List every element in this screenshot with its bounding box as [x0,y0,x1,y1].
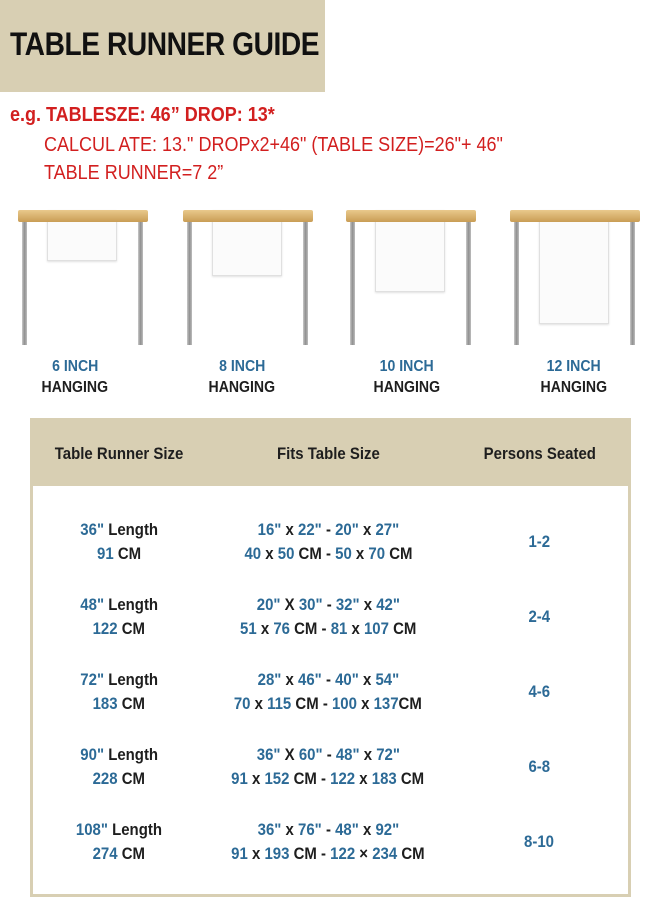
table-leg [466,221,471,345]
hanging-word: HANGING [208,379,276,396]
hanging-word: HANGING [41,379,109,396]
example-line-3: TABLE RUNNER=7 2” [44,162,224,184]
runner-size-cell: 90" Length 228 CM [80,745,158,788]
persons-seated-cell: 6-8 [528,757,551,776]
hanging-label-10 [342,356,472,398]
table-illustration-12 [510,204,640,354]
table-top [510,210,640,222]
runner-size-cell: 48" Length 122 CM [80,595,158,638]
table-top [183,210,313,222]
table-top [346,210,476,222]
table-illustration-6 [18,204,148,354]
hanging-inch: 10 INCH [379,358,434,375]
hanging-inch: 6 INCH [51,358,99,375]
header-runner-size: Table Runner Size [54,444,184,463]
header-fits-table: Fits Table Size [276,444,380,463]
table-leg [187,221,192,345]
fits-table-cell: 36" x 76" - 48" x 92" 91 x 193 CM - 122 × 234 CM [231,820,425,863]
table-leg [350,221,355,345]
table-row [30,743,631,803]
hanging-label-8 [177,356,307,398]
table-row [30,518,631,578]
table-top [18,210,148,222]
fits-table-cell: 28" x 46" - 40" x 54" 70 x 115 CM - 100 x 137CM [233,670,423,713]
persons-seated-cell: 1-2 [528,532,551,551]
size-table [30,418,631,897]
table-leg [630,221,635,345]
example-line-1: e.g. TABLESZE: 46” DROP: 13* [10,104,275,126]
hanging-inch: 8 INCH [218,358,266,375]
table-leg [303,221,308,345]
persons-seated-cell: 4-6 [528,682,551,701]
hanging-label-6 [10,356,140,398]
runner-cloth [375,210,445,292]
hanging-word: HANGING [373,379,441,396]
hanging-word: HANGING [540,379,608,396]
fits-table-cell: 20" X 30" - 32" x 42" 51 x 76 CM - 81 x 107 CM [239,595,417,638]
table-leg [22,221,27,345]
page-title: TABLE RUNNER GUIDE [10,26,320,62]
table-leg [514,221,519,345]
title-banner [0,0,325,92]
table-illustration-8 [183,204,313,354]
runner-size-cell: 108" Length 274 CM [75,820,163,863]
hanging-inch: 12 INCH [546,358,601,375]
table-row [30,593,631,653]
runner-cloth [539,210,609,324]
hanging-label-12 [509,356,639,398]
fits-table-cell: 16" x 22" - 20" x 27" 40 x 50 CM - 50 x 70 CM [243,520,413,563]
persons-seated-cell: 8-10 [524,832,555,851]
fits-table-cell: 36" X 60" - 48" x 72" 91 x 152 CM - 122 x 183 CM [231,745,425,788]
table-leg [138,221,143,345]
runner-size-cell: 36" Length 91 CM [80,520,158,563]
example-line-2: CALCUL ATE: 13." DROPx2+46" (TABLE SIZE)=26"+ 46" [44,134,503,156]
table-row [30,668,631,728]
header-persons: Persons Seated [483,444,596,463]
runner-size-cell: 72" Length 183 CM [80,670,158,713]
table-row [30,818,631,878]
table-illustration-10 [346,204,476,354]
persons-seated-cell: 2-4 [528,607,551,626]
